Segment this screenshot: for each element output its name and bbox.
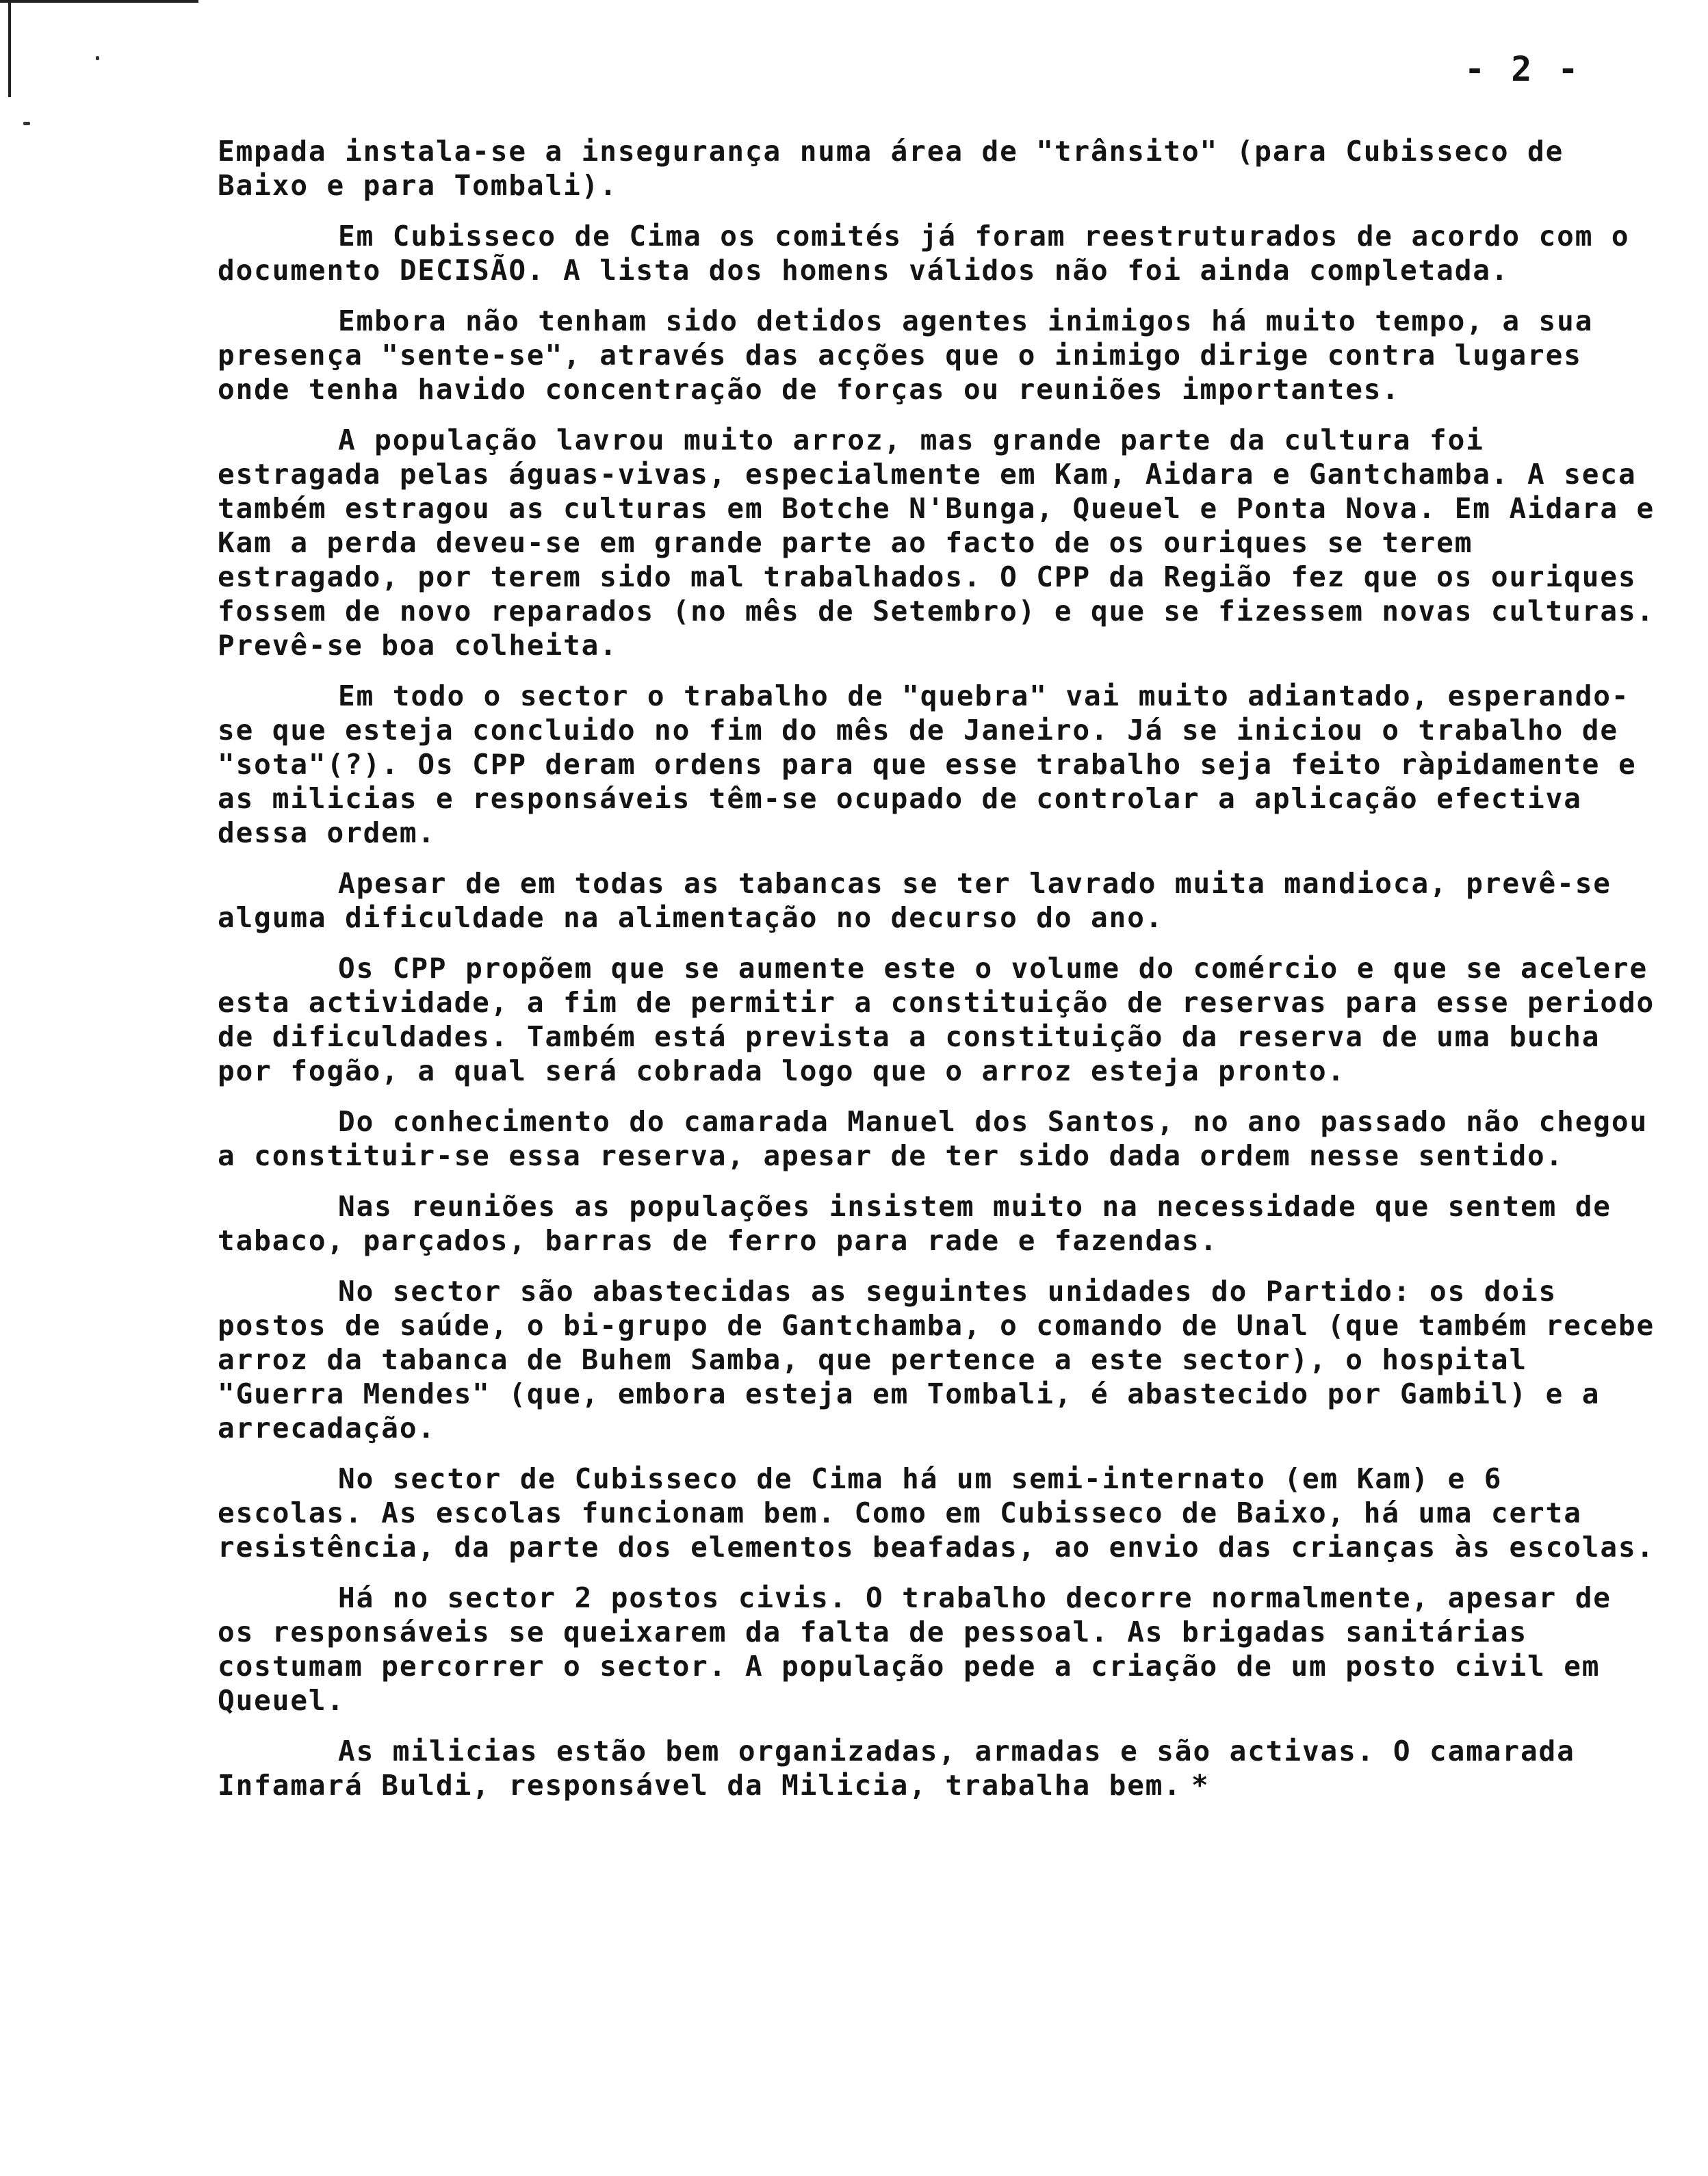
- scan-border-line: [8, 3, 11, 97]
- paragraph: Embora não tenham sido detidos agentes inimigos há muito tempo, a sua presença "sente-se", através das acções que o inimigo dirige contra lugares onde tenha havido concentração de forças ou reuniões importantes.: [218, 305, 1594, 406]
- last-paragraph: [218, 1734, 1661, 1802]
- scan-border-line: [0, 0, 198, 3]
- scan-speck: [96, 56, 99, 60]
- paragraph: No sector são abastecidas as seguintes unidades do Partido: os dois postos de saúde, o bi-grupo de Gantchamba, o comando de Unal (que também recebe arroz da tabanca de Buhem Samba, que pertence a este sector), o hospital "Guerra Mendes" (que, embora esteja em Tombali, é abastecido por Gambil) e a arrecadação.: [218, 1275, 1655, 1445]
- page-number: - 2 -: [1464, 49, 1581, 89]
- end-mark: *: [1191, 1769, 1210, 1802]
- paragraph: Os CPP propõem que se aumente este o volume do comércio e que se acelere esta actividade, a fim de permitir a constituição de reservas para esse periodo de dificuldades. Também está prevista a constituição da reserva de uma bucha por fogão, a qual será cobrada logo que o arroz esteja pronto.: [218, 952, 1655, 1087]
- paragraph: Do conhecimento do camarada Manuel dos Santos, no ano passado não chegou a constituir-se essa reserva, apesar de ter sido dada ordem nesse sentido.: [218, 1105, 1648, 1172]
- paragraph: Em Cubisseco de Cima os comités já foram reestruturados de acordo com o documento DECISÃO. A lista dos homens válidos não foi ainda completada.: [218, 220, 1630, 287]
- document-body: [218, 134, 1661, 1819]
- paragraph-text: As milicias estão bem organizadas, armadas e são activas. O camarada Infamará Buldi, responsável da Milicia, trabalha bem.: [218, 1735, 1575, 1802]
- scan-speck: [23, 122, 30, 125]
- paragraph: A população lavrou muito arroz, mas grande parte da cultura foi estragada pelas águas-vivas, especialmente em Kam, Aidara e Gantchamba. A seca também estragou as culturas em Botche N'Bunga, Queuel e Ponta Nova. Em Aidara e Kam a perda deveu-se em grande parte ao facto de os ouriques se terem estragado, por terem sido mal trabalhados. O CPP da Região fez que os ouriques fossem de novo reparados (no mês de Setembro) e que se fizessem novas culturas. Prevê-se boa colheita.: [218, 424, 1655, 662]
- paragraph: Apesar de em todas as tabancas se ter lavrado muita mandioca, prevê-se alguma dificuldade na alimentação no decurso do ano.: [218, 867, 1612, 934]
- paragraph: Há no sector 2 postos civis. O trabalho decorre normalmente, apesar de os responsáveis se queixarem da falta de pessoal. As brigadas sanitárias costumam percorrer o sector. A população pede a criação de um posto civil em Queuel.: [218, 1581, 1612, 1717]
- paragraph: Em todo o sector o trabalho de "quebra" vai muito adiantado, esperando-se que esteja concluido no fim do mês de Janeiro. Já se iniciou o trabalho de "sota"(?). Os CPP deram ordens para que esse trabalho seja feito ràpidamente e as milicias e responsáveis têm-se ocupado de controlar a aplicação efectiva dessa ordem.: [218, 679, 1637, 849]
- paragraph: No sector de Cubisseco de Cima há um semi-internato (em Kam) e 6 escolas. As escolas funcionam bem. Como em Cubisseco de Baixo, há uma certa resistência, da parte dos elementos beafadas, ao envio das crianças às escolas.: [218, 1462, 1655, 1564]
- paragraph: Empada instala-se a insegurança numa área de "trânsito" (para Cubisseco de Baixo e para Tombali).: [218, 135, 1564, 202]
- paragraph: Nas reuniões as populações insistem muito na necessidade que sentem de tabaco, parçados, barras de ferro para rade e fazendas.: [218, 1190, 1612, 1257]
